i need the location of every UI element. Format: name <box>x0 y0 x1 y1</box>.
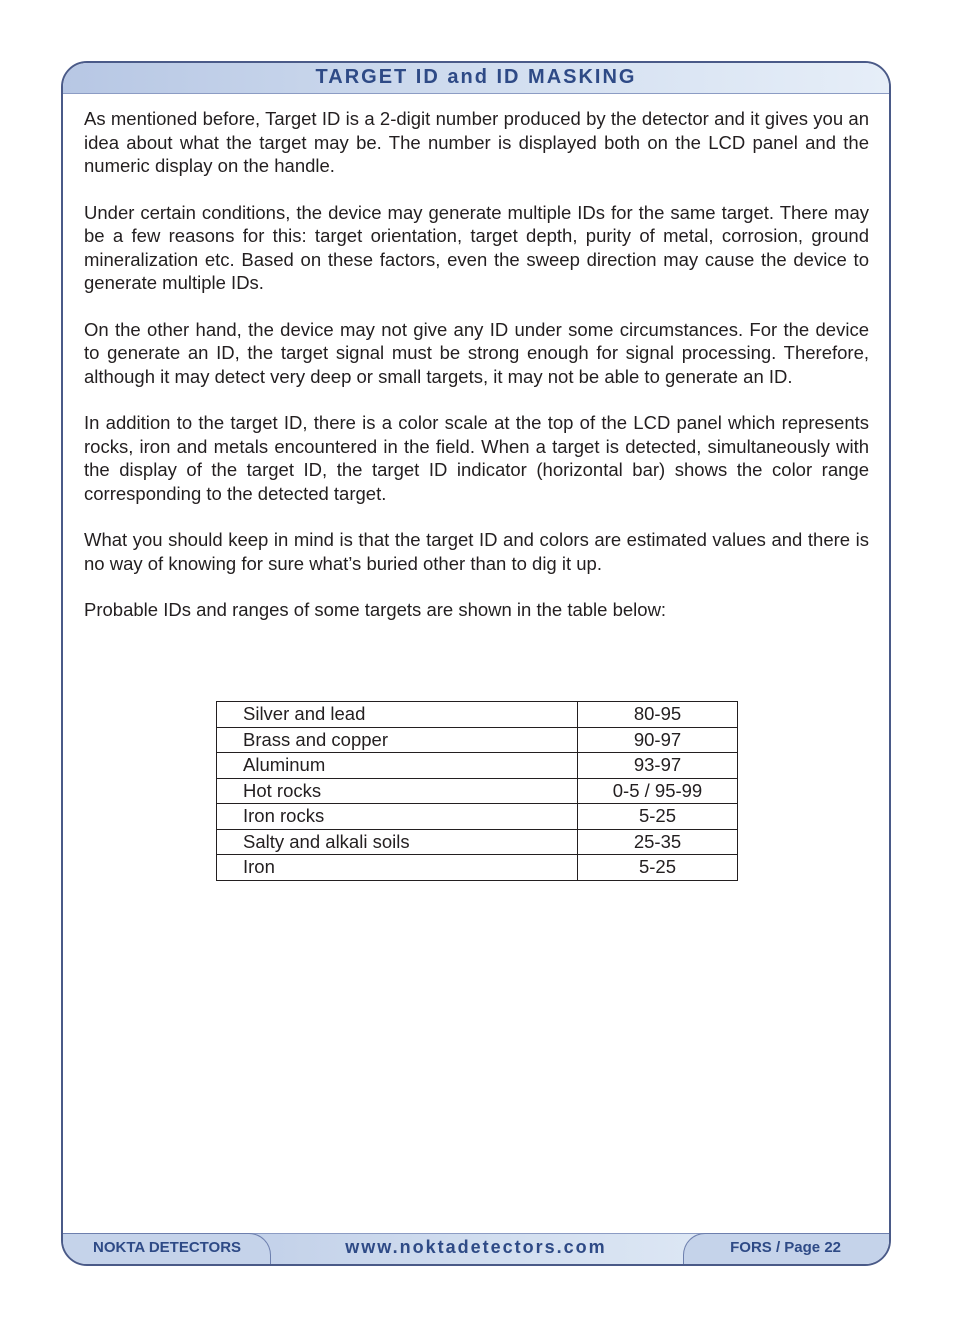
footer-website: www.noktadetectors.com <box>345 1237 607 1257</box>
target-id-range: 80-95 <box>578 702 738 728</box>
table-row <box>217 753 738 779</box>
target-name: Iron <box>217 855 578 881</box>
paragraph: Under certain conditions, the device may generate multiple IDs for the same target. There may be a few reasons for this: target orientation, target depth, purity of metal, corrosion, ground mineralization etc. Based on these factors, even the sweep direction may cause the device to generate multiple IDs. <box>84 201 869 293</box>
target-id-range: 5-25 <box>578 804 738 830</box>
target-name: Aluminum <box>217 753 578 779</box>
table-row <box>217 778 738 804</box>
page-title: TARGET ID and ID MASKING <box>315 66 637 88</box>
target-name: Iron rocks <box>217 804 578 830</box>
table-row <box>217 855 738 881</box>
paragraph: In addition to the target ID, there is a color scale at the top of the LCD panel which represents rocks, iron and metals encountered in the field. When a target is detected, simultaneously with the display of the target ID, the target ID indicator (horizontal bar) shows the color range corresponding to the detected target. <box>84 412 869 504</box>
paragraph: On the other hand, the device may not give any ID under some circumstances. For the device to generate an ID, the target signal must be strong enough for signal processing. Therefore, although it may detect very deep or small targets, it may not be able to generate an ID. <box>84 318 869 387</box>
body-text <box>84 107 869 645</box>
target-id-table <box>216 701 738 881</box>
target-name: Brass and copper <box>217 727 578 753</box>
target-id-range: 90-97 <box>578 727 738 753</box>
page-footer <box>63 1233 889 1264</box>
table-row <box>217 727 738 753</box>
target-id-range: 0-5 / 95-99 <box>578 778 738 804</box>
footer-page-number: FORS / Page 22 <box>730 1239 841 1256</box>
table-row <box>217 829 738 855</box>
target-id-range: 25-35 <box>578 829 738 855</box>
target-id-range: 5-25 <box>578 855 738 881</box>
table-row <box>217 702 738 728</box>
target-name: Silver and lead <box>217 702 578 728</box>
target-id-range: 93-97 <box>578 753 738 779</box>
page-header <box>63 63 889 94</box>
table-row <box>217 804 738 830</box>
target-name: Hot rocks <box>217 778 578 804</box>
paragraph: What you should keep in mind is that the target ID and colors are estimated values and there is no way of knowing for sure what’s buried other than to dig it up. <box>84 529 869 574</box>
paragraph: Probable IDs and ranges of some targets are shown in the table below: <box>84 599 667 620</box>
paragraph: As mentioned before, Target ID is a 2-digit number produced by the detector and it gives you an idea about what the target may be. The number is displayed both on the LCD panel and the numeric display on the handle. <box>84 108 869 176</box>
footer-brand: NOKTA DETECTORS <box>93 1239 242 1256</box>
target-name: Salty and alkali soils <box>217 829 578 855</box>
